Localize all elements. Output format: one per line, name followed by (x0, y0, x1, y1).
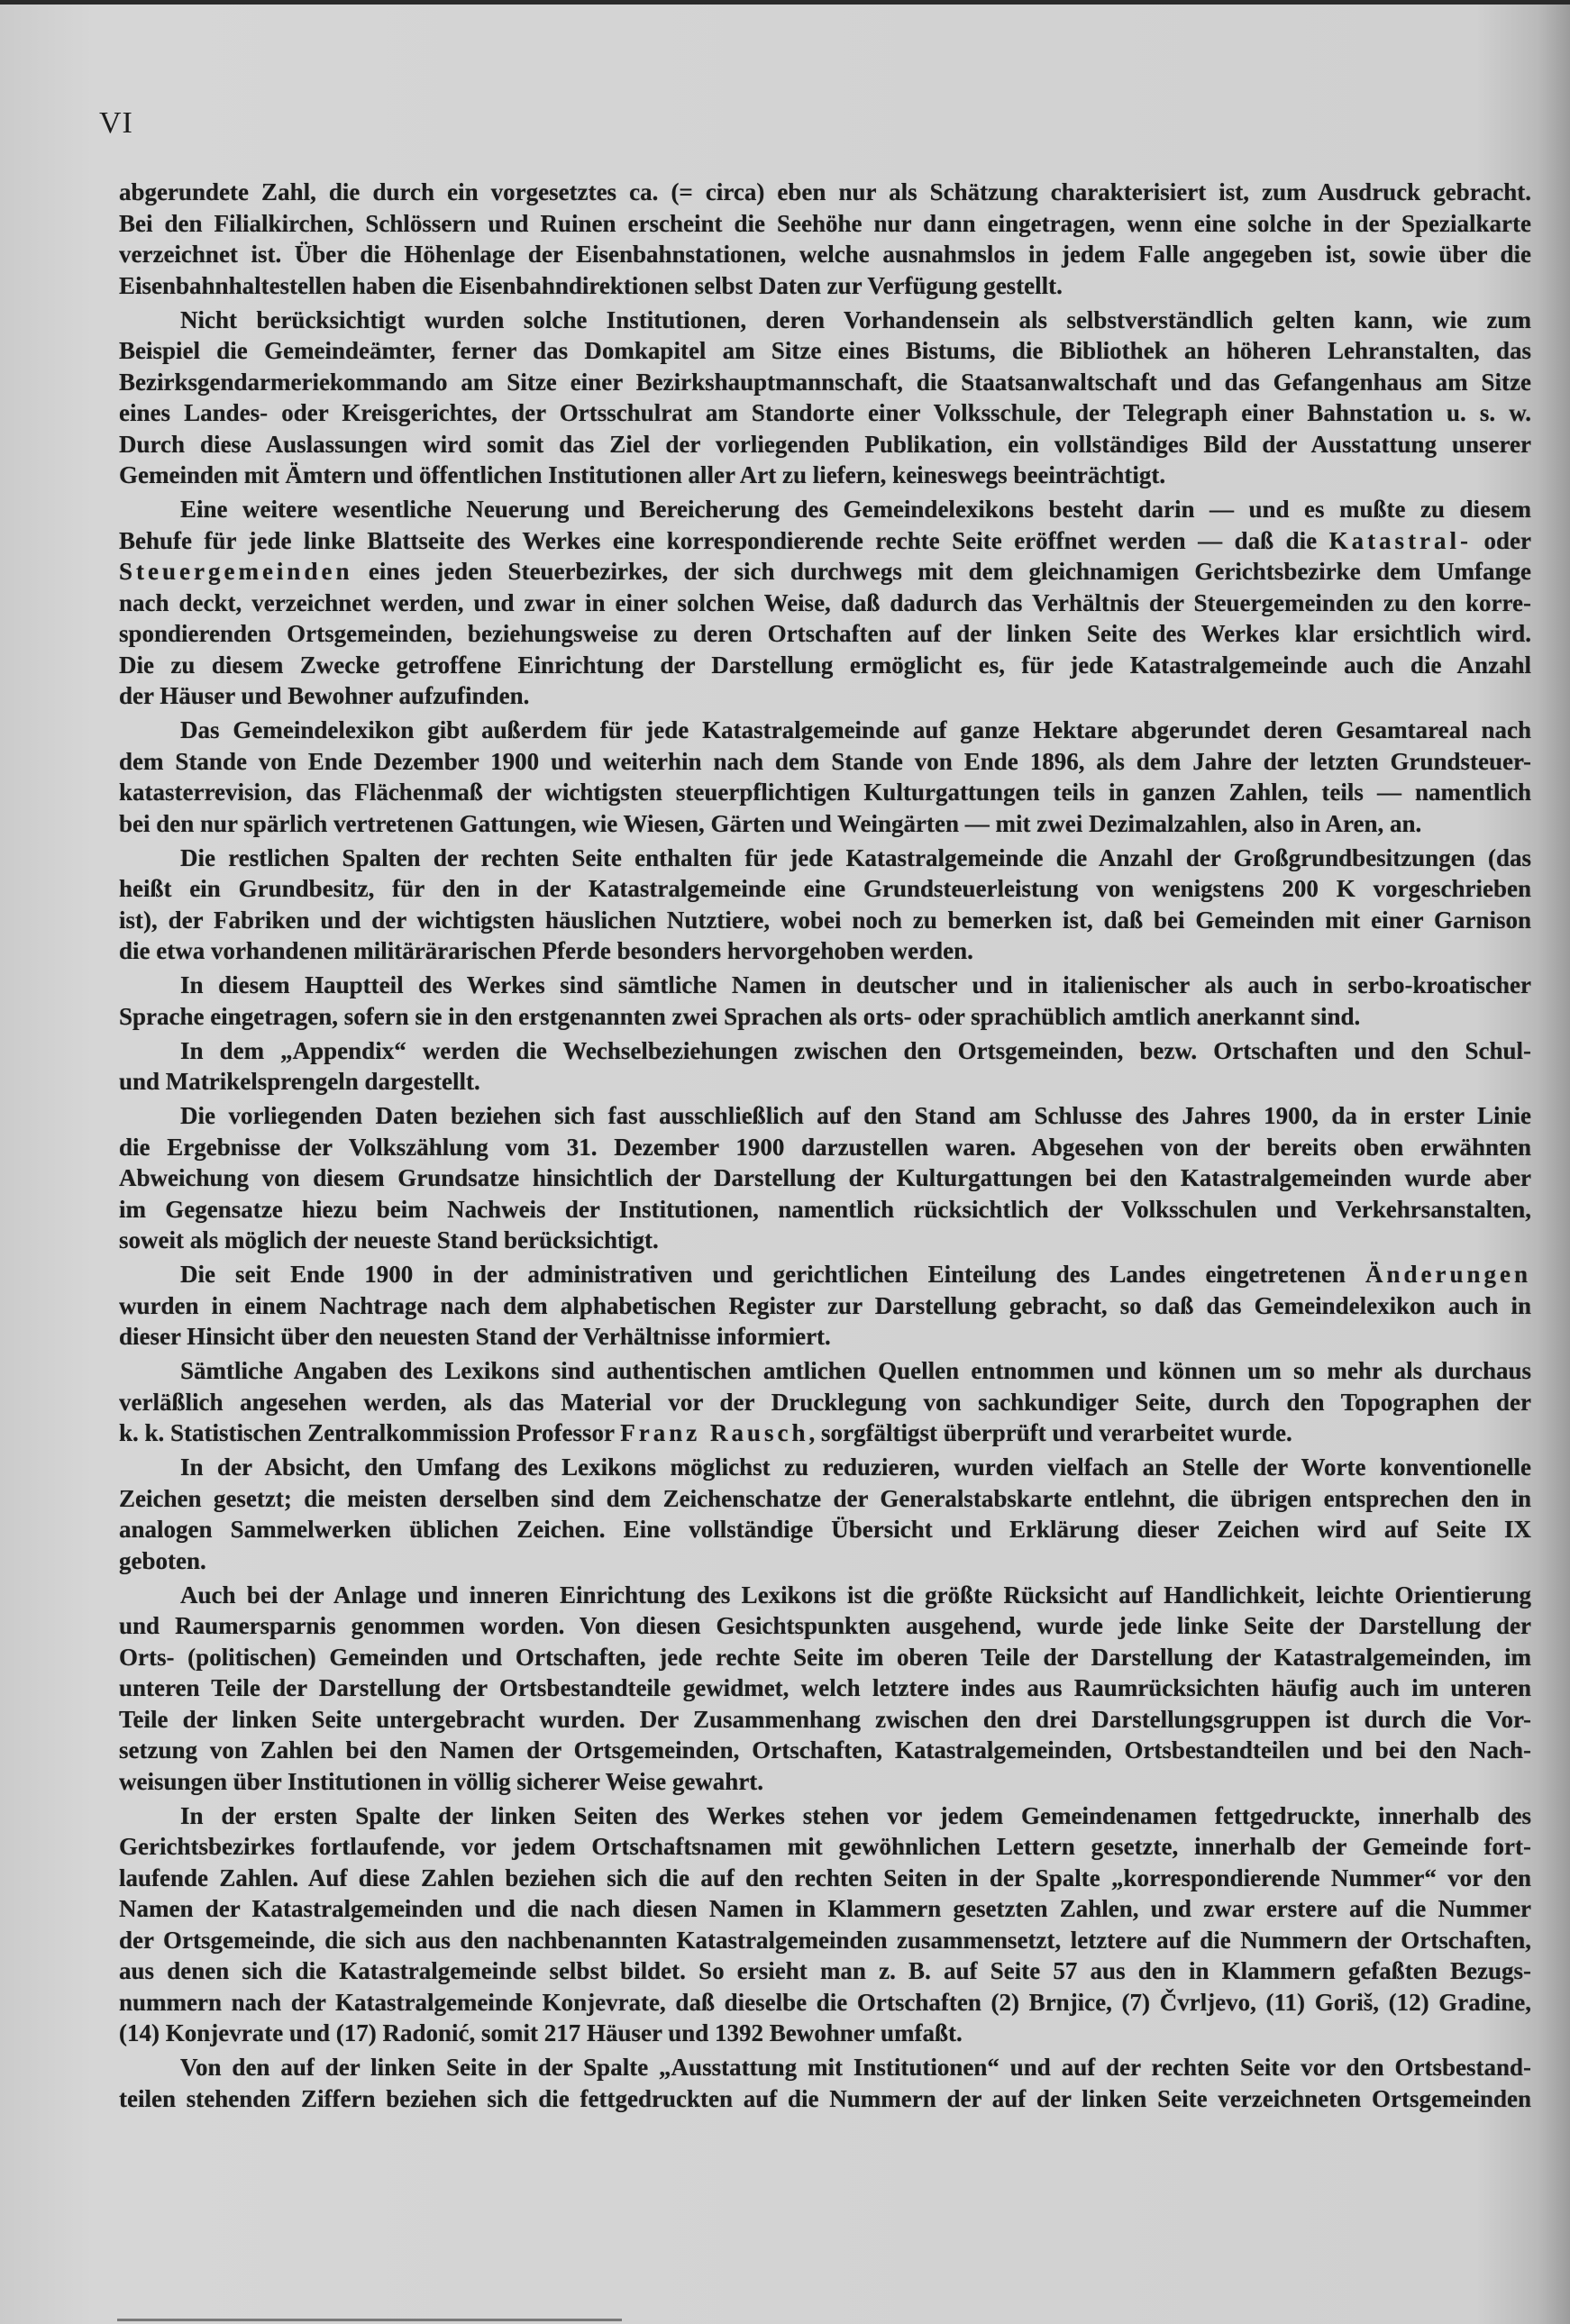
text-line (119, 1704, 1531, 1736)
text-segment: Bei den Filialkirchen, Schlössern und Ruinen erscheint die Seehöhe nur dann eingetragen, wenn eine solche in der Spezialkarte (119, 209, 1531, 237)
text-segment: soweit als möglich der neueste Stand berücksichtigt. (119, 1226, 659, 1253)
text-line (119, 1987, 1531, 2019)
text-segment: In der ersten Spalte der linken Seiten des Werkes stehen vor jedem Gemeindenamen fettgedruckte, innerhalb des (180, 1801, 1531, 1829)
text-segment: Durch diese Auslassungen wird somit das Ziel der vorliegenden Publikation, ein vollständiges Bild der Ausstattung unserer (119, 430, 1531, 458)
text-segment: Die vorliegenden Daten beziehen sich fast ausschließlich auf den Stand am Schlusse des Jahres 1900, da in erster Linie (180, 1102, 1531, 1129)
text-line (119, 239, 1531, 270)
text-line (119, 460, 1531, 491)
text-segment: Behufe für jede linke Blattseite des Werkes eine korrespondierende rechte Seite eröffnet werden — daß die (119, 526, 1329, 554)
text-segment: Die zu diesem Zwecke getroffene Einrichtung der Darstellung ermöglicht es, für jede Katastralgemeinde auch die Anzahl (119, 651, 1531, 679)
text-line (119, 208, 1531, 240)
text-segment: k. k. Statistischen Zentralkommission Professor (119, 1419, 621, 1446)
text-segment: setzung von Zahlen bei den Namen der Ortsgemeinden, Ortschaften, Katastralgemeinden, Ortsbestandteilen und bei den Nach- (119, 1736, 1531, 1764)
text-line (119, 1863, 1531, 1894)
text-segment: eines jeden Steuerbezirkes, der sich durchwegs mit dem gleichnamigen Gerichtsbezirke dem Umfange (352, 558, 1531, 585)
text-line (119, 1355, 1531, 1387)
text-line (119, 1735, 1531, 1766)
text-segment: Die restlichen Spalten der rechten Seite enthalten für jede Katastralgemeinde die Anzahl der Großgrundbesitzungen (das (180, 843, 1531, 871)
text-line (119, 1162, 1531, 1194)
text-line (119, 1321, 1531, 1353)
text-segment: unteren Teile der Darstellung der Ortsbestandteile gewidmet, welch letztere indes aus Raumrücksichten häufig auch im unteren (119, 1674, 1531, 1701)
text-segment: verzeichnet ist. Über die Höhenlage der Eisenbahnstationen, welche ausnahmslos in jedem Falle angegeben ist, sowie über die (119, 241, 1531, 268)
text-segment: Die seit Ende 1900 in der administrativen und gerichtlichen Einteilung des Landes eingetretenen (180, 1261, 1365, 1288)
text-line (119, 970, 1531, 1001)
text-segment: (14) Konjevrate und (17) Radonić, somit 217 Häuser und 1392 Bewohner umfaßt. (119, 2019, 963, 2046)
paragraph (119, 1100, 1531, 1256)
text-segment: und Raumersparnis genommen worden. Von diesen Gesichtspunkten ausgehend, wurde jede linke Seite der Darstellung der (119, 1612, 1531, 1639)
paragraph (119, 970, 1531, 1032)
paragraph (119, 1035, 1531, 1098)
text-line (119, 1483, 1531, 1515)
text-segment: geboten. (119, 1546, 206, 1574)
body-text (119, 177, 1531, 2118)
text-segment: heißt ein Grundbesitz, für den in der Katastralgemeinde eine Grundsteuerleistung von wenigstens 200 K vorgeschrieben (119, 875, 1531, 902)
text-line (119, 429, 1531, 460)
text-line (119, 905, 1531, 936)
paragraph (119, 1452, 1531, 1576)
text-line (119, 1259, 1531, 1290)
text-line (119, 270, 1531, 302)
text-line (119, 1672, 1531, 1704)
text-line (119, 1452, 1531, 1483)
paragraph (119, 305, 1531, 491)
spaced-emphasis: Änderungen (1365, 1261, 1531, 1288)
text-line (119, 1831, 1531, 1863)
paragraph (119, 1259, 1531, 1353)
text-segment: wurden in einem Nachtrage nach dem alphabetischen Register zur Darstellung gebracht, so daß das Gemeindelexikon auch in (119, 1291, 1531, 1319)
text-line (119, 2018, 1531, 2049)
paragraph (119, 1355, 1531, 1449)
text-line (119, 843, 1531, 874)
text-line (119, 1035, 1531, 1067)
text-line (119, 556, 1531, 588)
text-line (119, 715, 1531, 746)
text-line (119, 1955, 1531, 1987)
text-line (119, 777, 1531, 808)
paragraph (119, 1800, 1531, 2049)
text-line (119, 177, 1531, 208)
text-line (119, 367, 1531, 398)
text-segment: im Gegensatze hiezu beim Nachweis der Institutionen, namentlich rücksichtlich der Volksschulen und Verkehrsanstalten, (119, 1195, 1531, 1223)
text-segment: die Ergebnisse der Volkszählung vom 31. Dezember 1900 darzustellen waren. Abgesehen von der bereits oben erwähnten (119, 1133, 1531, 1161)
text-line (119, 1387, 1531, 1418)
text-segment: Sprache eingetragen, sofern sie in den erstgenannten zwei Sprachen als orts- oder sprachüblich amtlich anerkannt sind. (119, 1002, 1361, 1030)
text-segment: In dem „Appendix“ werden die Wechselbeziehungen zwischen den Ortsgemeinden, bezw. Ortschaften und den Schul- (180, 1036, 1531, 1064)
text-line (119, 494, 1531, 525)
text-line (119, 335, 1531, 367)
text-segment: und Matrikelsprengeln dargestellt. (119, 1068, 480, 1095)
text-segment: Sämtliche Angaben des Lexikons sind authentischen amtlichen Quellen entnommen und können um so mehr als durchaus (180, 1357, 1531, 1384)
spaced-emphasis: Franz Rausch (620, 1419, 809, 1446)
text-segment: Beispiel die Gemeindeämter, ferner das Domkapitel am Sitze eines Bistums, die Bibliothek an höheren Lehranstalten, das (119, 337, 1531, 364)
text-line (119, 1610, 1531, 1642)
spaced-emphasis: Steuergemeinden (119, 558, 353, 585)
text-line (119, 1001, 1531, 1033)
text-segment: Namen der Katastralgemeinden und die nach diesen Namen in Klammern gesetzten Zahlen, und zwar erstere auf die Nummer (119, 1895, 1531, 1922)
text-segment: , sorgfältigst überprüft und verarbeitet wurde. (808, 1419, 1292, 1446)
text-line (119, 873, 1531, 905)
text-segment: Gemeinden mit Ämtern und öffentlichen Institutionen aller Art zu liefern, keineswegs beeinträchtigt. (119, 461, 1166, 488)
text-segment: weisungen über Institutionen in völlig sicherer Weise gewahrt. (119, 1767, 764, 1795)
scan-bottom-edge (117, 2319, 622, 2321)
text-line (119, 397, 1531, 429)
text-segment: ist), der Fabriken und der wichtigsten häuslichen Nutztiere, wobei noch zu bemerken ist, daß bei Gemeinden mit einer Garnison (119, 906, 1531, 934)
text-segment: der Häuser und Bewohner aufzufinden. (119, 682, 530, 709)
text-line (119, 1893, 1531, 1925)
page-number: VI (99, 106, 133, 140)
text-segment: eines Landes- oder Kreisgerichtes, der Ortsschulrat am Standorte einer Volksschule, der Telegraph einer Bahnstation u. s. w. (119, 399, 1531, 426)
paragraph (119, 494, 1531, 712)
text-segment: verläßlich angesehen werden, als das Material vor der Drucklegung von sachkundiger Seite, durch den Topographen der (119, 1388, 1531, 1416)
text-line (119, 1514, 1531, 1545)
text-line (119, 935, 1531, 967)
text-segment: Bezirksgendarmeriekommando am Sitze einer Bezirkshauptmannschaft, die Staatsanwaltschaft und das Gefangenhaus am Sitze (119, 368, 1531, 396)
text-line (119, 2083, 1531, 2115)
paragraph (119, 2052, 1531, 2114)
text-segment: Abweichung von diesem Grundsatze hinsichtlich der Darstellung der Kulturgattungen bei den Katastralgemeinden wurde aber (119, 1164, 1531, 1191)
text-line (119, 1545, 1531, 1577)
text-line (119, 1642, 1531, 1673)
text-segment: nach deckt, verzeichnet werden, und zwar in einer solchen Weise, daß dadurch das Verhältnis der Steuergemeinden zu den korre- (119, 588, 1531, 616)
text-segment: dieser Hinsicht über den neuesten Stand der Verhältnisse informiert. (119, 1323, 831, 1350)
text-segment: abgerundete Zahl, die durch ein vorgesetztes ca. (= circa) eben nur als Schätzung charakterisiert ist, zum Ausdruck gebracht. (119, 178, 1531, 205)
text-line (119, 1580, 1531, 1611)
text-segment: Nicht berücksichtigt wurden solche Institutionen, deren Vorhandensein als selbstverständlich gelten kann, wie zum (180, 305, 1531, 333)
text-segment: Orts- (politischen) Gemeinden und Ortschaften, jede rechte Seite im oberen Teile der Darstellung der Katastralgemeinden, im (119, 1643, 1531, 1671)
text-segment: In diesem Hauptteil des Werkes sind sämtliche Namen in deutscher und in italienischer als auch in serbo-kroatischer (180, 971, 1531, 998)
text-segment: dem Stande von Ende Dezember 1900 und weiterhin nach dem Stande von Ende 1896, als dem Jahre der letzten Grundsteuer- (119, 747, 1531, 775)
text-segment: bei den nur spärlich vertretenen Gattungen, wie Wiesen, Gärten und Weingärten — mit zwei Dezimalzahlen, also in Aren, an. (119, 809, 1422, 837)
text-line (119, 680, 1531, 712)
paragraph (119, 177, 1531, 301)
text-segment: Auch bei der Anlage und inneren Einrichtung des Lexikons ist die größte Rücksicht auf Handlichkeit, leichte Orientierung (180, 1581, 1531, 1609)
text-segment: Zeichen gesetzt; die meisten derselben sind dem Zeichenschatze der Generalstabskarte entlehnt, die übrigen entsprechen den in (119, 1484, 1531, 1512)
text-segment: In der Absicht, den Umfang des Lexikons möglichst zu reduzieren, wurden vielfach an Stelle der Worte konventionelle (180, 1454, 1531, 1481)
text-line (119, 525, 1531, 557)
text-segment: Eisenbahnhaltestellen haben die Eisenbahndirektionen selbst Daten zur Verfügung gestellt. (119, 271, 1063, 299)
text-segment: spondierenden Ortsgemeinden, beziehungsweise zu deren Ortschaften auf der linken Seite des Werkes klar ersichtlich wird. (119, 620, 1531, 647)
text-segment: Das Gemeindelexikon gibt außerdem für jede Katastralgemeinde auf ganze Hektare abgerundet deren Gesamtareal nach (180, 716, 1531, 743)
text-line (119, 1194, 1531, 1226)
paragraph (119, 715, 1531, 839)
text-line (119, 1290, 1531, 1322)
text-line (119, 1066, 1531, 1098)
text-line (119, 1925, 1531, 1956)
text-line (119, 618, 1531, 650)
text-segment: teilen stehenden Ziffern beziehen sich die fettgedruckten auf die Nummern der auf der linken Seite verzeichneten Ortsgemeinden (119, 2084, 1531, 2112)
text-line (119, 305, 1531, 336)
text-line (119, 1100, 1531, 1132)
text-line (119, 1766, 1531, 1798)
text-segment: der Ortsgemeinde, die sich aus den nachbenannten Katastralgemeinden zusammensetzt, letztere auf die Nummern der Ortschaften, (119, 1926, 1531, 1954)
text-line (119, 1132, 1531, 1163)
text-segment: laufende Zahlen. Auf diese Zahlen beziehen sich die auf den rechten Seiten in der Spalte „korrespondierende Nummer“ vor den (119, 1864, 1531, 1891)
text-line (119, 1800, 1531, 1832)
text-segment: Teile der linken Seite untergebracht wurden. Der Zusammenhang zwischen den drei Darstellungsgruppen ist durch die Vor- (119, 1705, 1531, 1733)
text-segment: Gerichtsbezirkes fortlaufende, vor jedem Ortschaftsnamen mit gewöhnlichen Lettern gesetzte, innerhalb der Gemeinde fort- (119, 1833, 1531, 1860)
text-line (119, 1225, 1531, 1256)
text-line (119, 746, 1531, 778)
text-line (119, 808, 1531, 840)
text-segment: Eine weitere wesentliche Neuerung und Bereicherung des Gemeindelexikons besteht darin — und es mußte zu diesem (180, 496, 1531, 523)
scan-top-edge (0, 0, 1570, 5)
paragraph (119, 843, 1531, 967)
paragraph (119, 1580, 1531, 1798)
spaced-emphasis: Katastral- (1328, 526, 1473, 554)
text-segment: katasterrevision, das Flächenmaß der wichtigsten steuerpflichtigen Kulturgattungen teils in ganzen Zahlen, teils — namentlich (119, 779, 1531, 806)
text-segment: die etwa vorhandenen militärärarischen Pferde besonders hervorgehoben werden. (119, 937, 973, 964)
text-line (119, 2052, 1531, 2083)
text-segment: analogen Sammelwerken üblichen Zeichen. Eine vollständige Übersicht und Erklärung dieser Zeichen wird auf Seite IX (119, 1516, 1531, 1543)
text-line (119, 650, 1531, 681)
text-segment: nummern nach der Katastralgemeinde Konjevrate, daß dieselbe die Ortschaften (2) Brnjice, (7) Čvrljevo, (11) Goriš, (12) Gradine, (119, 1988, 1531, 2016)
text-segment: aus denen sich die Katastralgemeinde selbst bildet. So ersieht man z. B. auf Seite 57 aus den in Klammern gefaßten Bezugs- (119, 1957, 1531, 1984)
text-line (119, 1417, 1531, 1449)
text-segment: Von den auf der linken Seite in der Spalte „Ausstattung mit Institutionen“ und auf der rechten Seite vor den Ortsbestand- (180, 2054, 1531, 2081)
text-line (119, 588, 1531, 619)
text-segment: oder (1472, 526, 1531, 554)
